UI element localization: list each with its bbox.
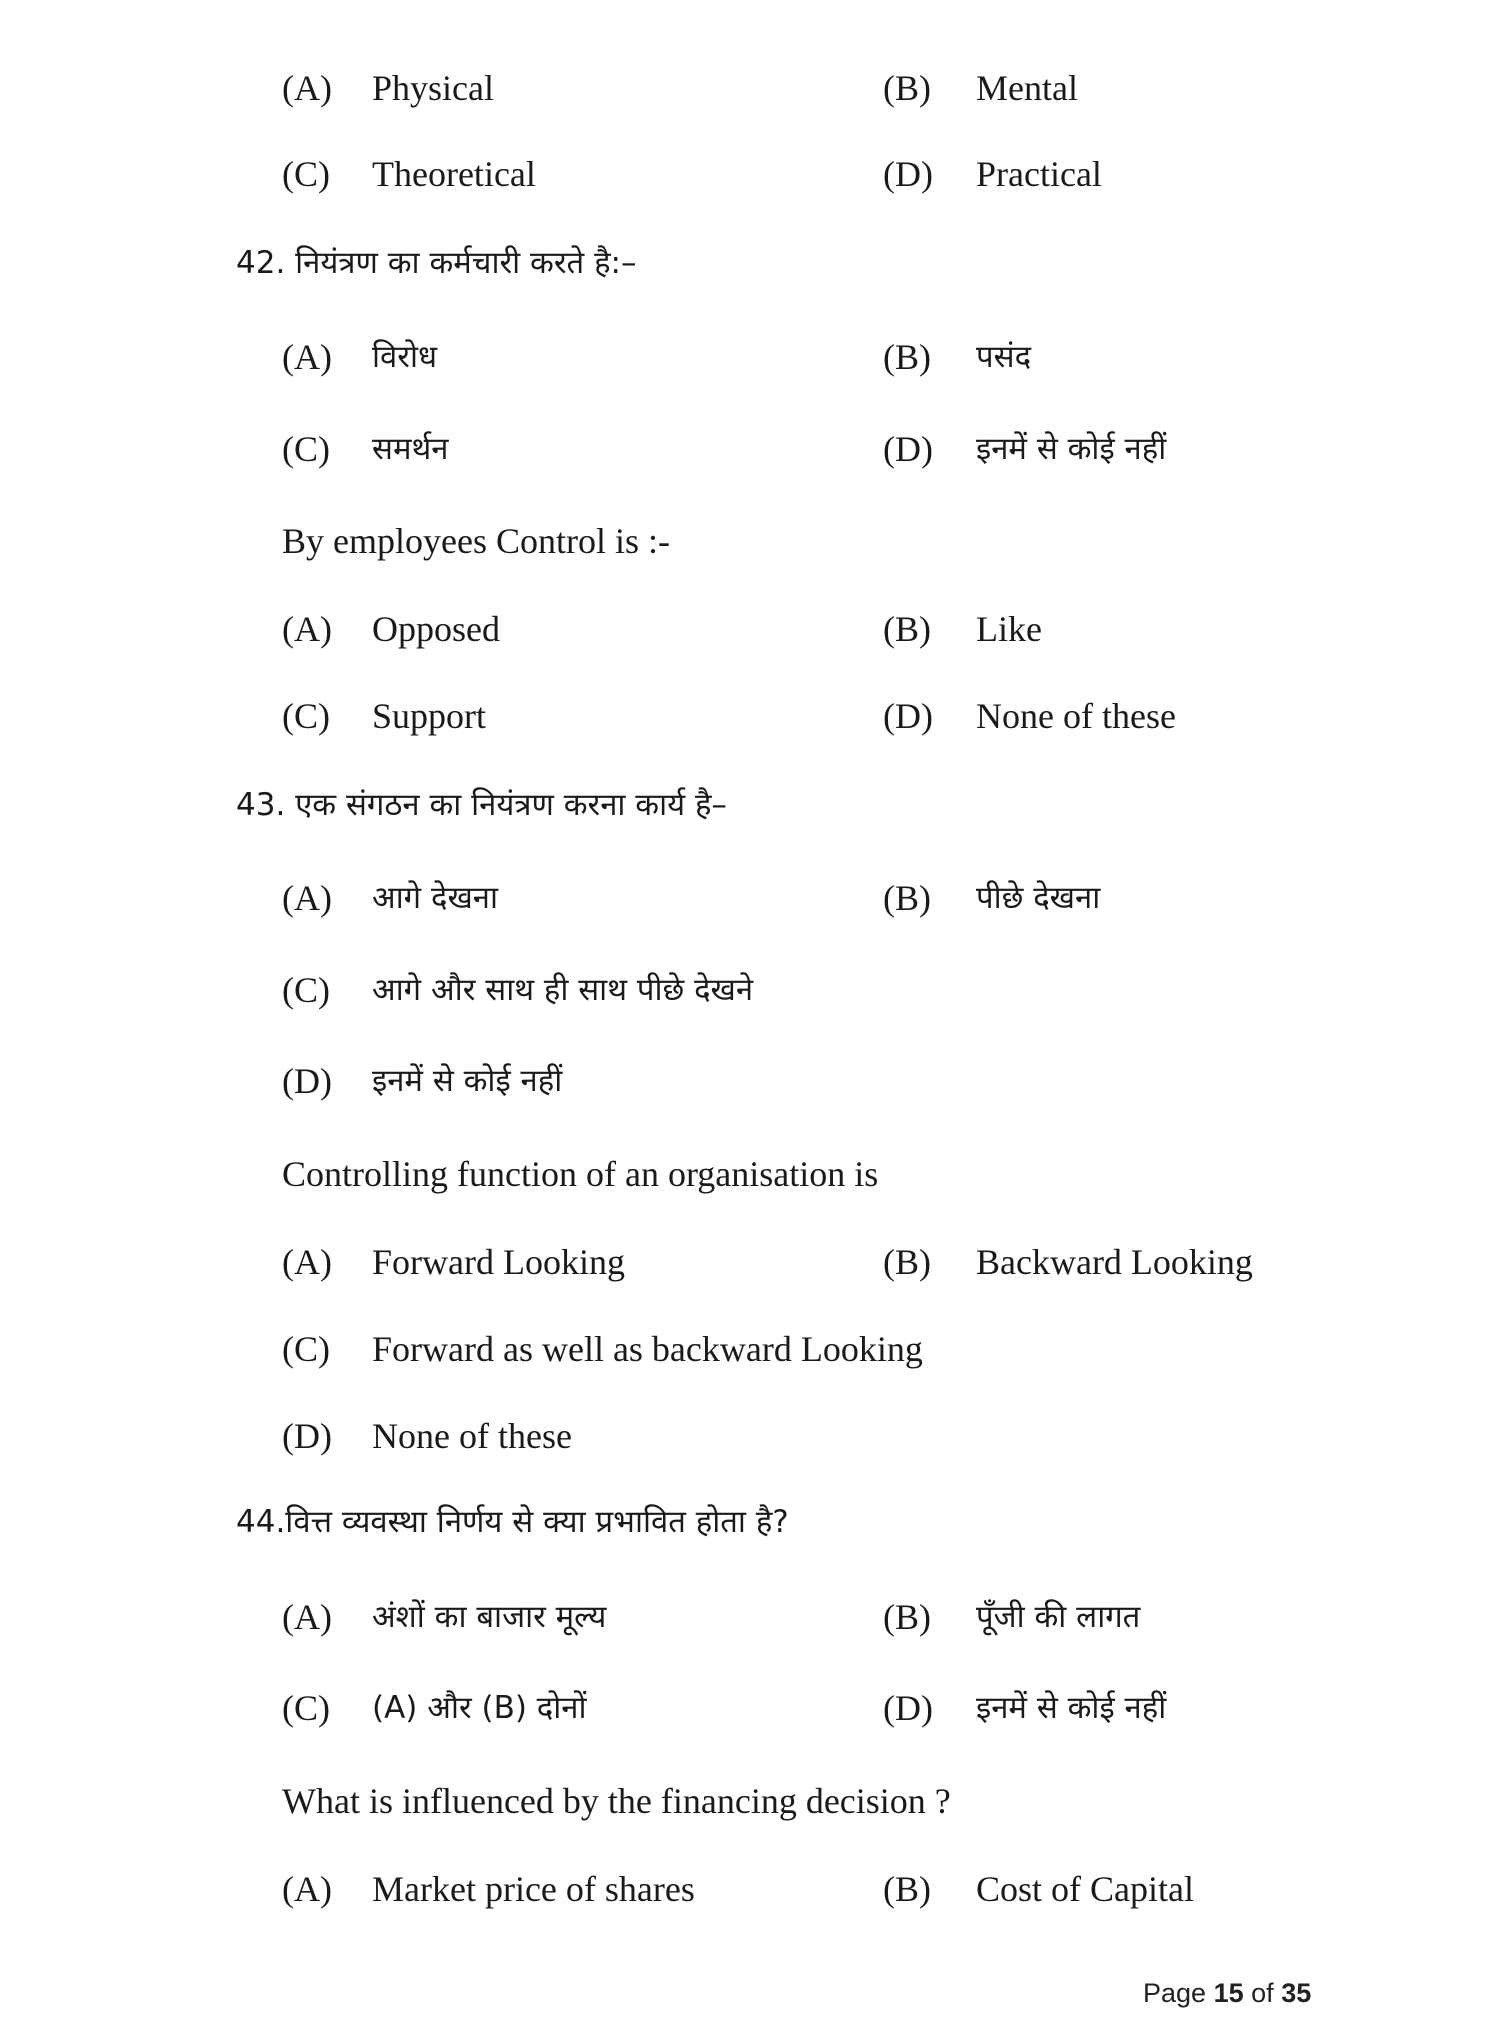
q43-en-option-b-text: Backward Looking: [976, 1242, 1253, 1282]
q42-en-option-c-label: (C): [282, 696, 330, 736]
q44-hi-option-b-label: (B): [883, 1597, 931, 1637]
q44-en-option-a-text: Market price of shares: [372, 1869, 695, 1909]
q44-hi-option-d-text: इनमें से कोई नहीं: [976, 1690, 1167, 1726]
q43-en-option-a-label: (A): [282, 1242, 332, 1282]
q42-hi-option-c-label: (C): [282, 429, 330, 469]
q41-option-b-text: Mental: [976, 68, 1078, 108]
q42-hi-option-b-text: पसंद: [976, 339, 1032, 375]
q42-hi-option-b-label: (B): [883, 337, 931, 377]
q42-en-option-b-label: (B): [883, 609, 931, 649]
q42-en-option-b-text: Like: [976, 609, 1042, 649]
q44-hi-option-a-label: (A): [282, 1597, 332, 1637]
q44-hi-option-c-text: (A) और (B) दोनों: [372, 1690, 587, 1726]
total-page-count: 35: [1281, 1978, 1312, 2008]
q43-hi-option-b-text: पीछे देखना: [976, 880, 1101, 916]
q41-option-a-label: (A): [282, 68, 332, 108]
q42-hi-option-a-text: विरोध: [372, 339, 438, 375]
q43-en-option-c-label: (C): [282, 1329, 330, 1369]
q42-en-option-c-text: Support: [372, 696, 487, 736]
q41-option-a-text: Physical: [372, 68, 494, 108]
page-prefix: Page: [1143, 1978, 1207, 2008]
q42-hi-option-c-text: समर्थन: [372, 431, 449, 467]
q43-en-option-a-text: Forward Looking: [372, 1242, 625, 1282]
q41-option-d-text: Practical: [976, 154, 1102, 194]
q42-en-option-a-text: Opposed: [372, 609, 500, 649]
q43-question-english: Controlling function of an organisation is: [282, 1154, 879, 1194]
q41-option-c-text: Theoretical: [372, 154, 536, 194]
q44-en-option-a-label: (A): [282, 1869, 332, 1909]
q41-option-c-label: (C): [282, 154, 330, 194]
page-number-footer: [1143, 1978, 1311, 2009]
page-of-word: of: [1251, 1978, 1274, 2008]
q44-question-hindi: 44.वित्त व्यवस्था निर्णय से क्या प्रभावित होता है?: [236, 1504, 789, 1540]
q44-hi-option-d-label: (D): [883, 1688, 933, 1728]
q43-en-option-d-text: None of these: [372, 1416, 572, 1456]
q43-en-option-d-label: (D): [282, 1416, 332, 1456]
q42-question-english: By employees Control is :-: [282, 521, 670, 561]
q44-en-option-b-label: (B): [883, 1869, 931, 1909]
q43-hi-option-d-text: इनमें से कोई नहीं: [372, 1063, 563, 1099]
q43-hi-option-d-label: (D): [282, 1061, 332, 1101]
q42-en-option-d-text: None of these: [976, 696, 1176, 736]
q43-en-option-c-text: Forward as well as backward Looking: [372, 1329, 923, 1369]
q43-hi-option-c-label: (C): [282, 970, 330, 1010]
q44-question-english: What is influenced by the financing decision ?: [282, 1781, 951, 1821]
q44-hi-option-c-label: (C): [282, 1688, 330, 1728]
q43-hi-option-b-label: (B): [883, 878, 931, 918]
q42-hi-option-d-text: इनमें से कोई नहीं: [976, 431, 1167, 467]
q42-hi-option-d-label: (D): [883, 429, 933, 469]
q44-hi-option-a-text: अंशों का बाजार मूल्य: [372, 1599, 607, 1635]
q44-hi-option-b-text: पूँजी की लागत: [976, 1599, 1141, 1635]
q42-question-hindi: 42. नियंत्रण का कर्मचारी करते है:–: [236, 245, 637, 281]
q43-hi-option-c-text: आगे और साथ ही साथ पीछे देखने: [372, 972, 754, 1008]
q42-en-option-a-label: (A): [282, 609, 332, 649]
q42-hi-option-a-label: (A): [282, 337, 332, 377]
q44-en-option-b-text: Cost of Capital: [976, 1869, 1194, 1909]
q43-hi-option-a-text: आगे देखना: [372, 880, 499, 916]
q41-option-d-label: (D): [883, 154, 933, 194]
q43-hi-option-a-label: (A): [282, 878, 332, 918]
q42-en-option-d-label: (D): [883, 696, 933, 736]
q43-question-hindi: 43. एक संगठन का नियंत्रण करना कार्य है–: [236, 787, 727, 823]
q43-en-option-b-label: (B): [883, 1242, 931, 1282]
q41-option-b-label: (B): [883, 68, 931, 108]
current-page-number: 15: [1213, 1978, 1244, 2008]
